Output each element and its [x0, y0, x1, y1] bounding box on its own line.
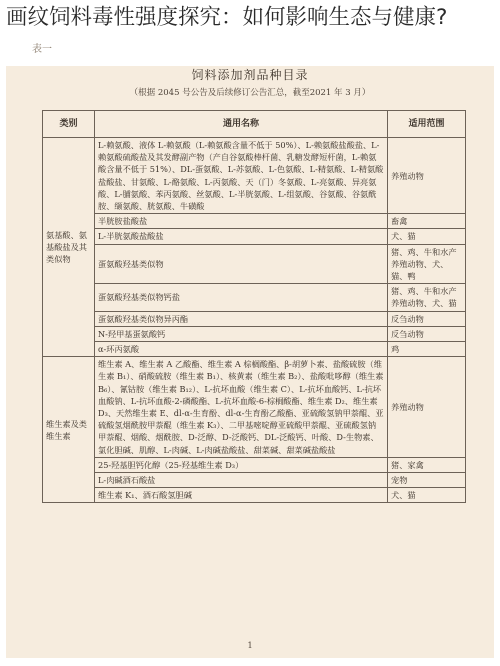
- scope-cell: 猪、家禽: [388, 457, 466, 472]
- name-cell: 半胱胺盐酸盐: [95, 214, 388, 229]
- additive-table: [42, 110, 466, 503]
- scope-cell: 反刍动物: [388, 326, 466, 341]
- name-cell: 蛋氨酸羟基类似物异丙酯: [95, 311, 388, 326]
- column-header-scope: 适用范围: [388, 111, 466, 138]
- table-row: [43, 357, 466, 458]
- table-row: [43, 284, 466, 311]
- scope-cell: 犬、猫: [388, 229, 466, 244]
- name-cell: 蛋氨酸羟基类似物: [95, 244, 388, 284]
- document-label: 表一: [32, 44, 52, 55]
- scope-cell: 养殖动物: [388, 138, 466, 214]
- table-row: [43, 488, 466, 503]
- document-image: [6, 66, 494, 658]
- scope-cell: 猪、鸡、牛和水产养殖动物、犬、猫: [388, 284, 466, 311]
- page-title: 画纹饲料毒性强度探究：如何影响生态与健康?: [6, 5, 448, 30]
- scope-cell: 宠物: [388, 473, 466, 488]
- name-cell: 25-羟基胆钙化醇（25-羟基维生素 D₃）: [95, 457, 388, 472]
- table-row: [43, 244, 466, 284]
- scope-cell: 养殖动物: [388, 357, 466, 458]
- scope-cell: 猪、鸡、牛和水产养殖动物、犬、猫、鸭: [388, 244, 466, 284]
- table-row: [43, 138, 466, 214]
- category-cell: 维生素及类维生素: [43, 357, 95, 503]
- name-cell: L-半胱氨酸盐酸盐: [95, 229, 388, 244]
- category-cell: 氨基酸、氨基酸盐及其类似物: [43, 138, 95, 357]
- name-cell: 蛋氨酸羟基类似物钙盐: [95, 284, 388, 311]
- column-header-category: 类别: [43, 111, 95, 138]
- table-row: [43, 214, 466, 229]
- name-cell: α-环丙氨酸: [95, 342, 388, 357]
- table-row: [43, 311, 466, 326]
- scope-cell: 鸡: [388, 342, 466, 357]
- table-header-row: [43, 111, 466, 138]
- document-subheading: （根据 2045 号公告及后续修订公告汇总，截至2021 年 3 月）: [129, 88, 371, 98]
- document-heading: 饲料添加剂品种目录: [191, 68, 309, 82]
- name-cell: L-肉碱酒石酸盐: [95, 473, 388, 488]
- page-number: 1: [247, 641, 253, 650]
- name-cell: 维生素 A、维生素 A 乙酸酯、维生素 A 棕榈酸酯、β-胡萝卜素、盐酸硫胺（维生素 B₁）、硝酸硫胺（维生素 B₁）、核黄素（维生素 B₂）、盐酸吡哆醇（维生素 B₆）、氰钴胺（维生素 B₁₂）、L-抗坏血酸（维生素 C）、L-抗坏血酸钙、L-抗坏血酸钠、L-抗坏血酸-2-磷酸酯、L-抗坏血酸-6-棕榈酸酯、维生素 D₂、维生素 D₃、天然维生素 E、dl-α-生育酚、dl-α-生育酚乙酸酯、亚硫酸氢钠甲萘醌、亚硫酸氢烟酰胺甲萘醌（维生素 K₃）、二甲基嘧啶醇亚硫酸甲萘醌、亚硫酸氢钠甲萘醌、烟酸、烟酰胺、D-泛醇、D-泛酸钙、DL-泛酸钙、叶酸、D-生物素、氯化胆碱、肌醇、L-肉碱、L-肉碱盐酸盐、甜菜碱、甜菜碱盐酸盐: [95, 357, 388, 458]
- table-row: [43, 229, 466, 244]
- name-cell: N-羟甲基蛋氨酸钙: [95, 326, 388, 341]
- scope-cell: 畜禽: [388, 214, 466, 229]
- table-row: [43, 342, 466, 357]
- scope-cell: 反刍动物: [388, 311, 466, 326]
- table-row: [43, 457, 466, 472]
- name-cell: L-赖氨酸、液体 L-赖氨酸（L-赖氨酸含量不低于 50%）、L-赖氨酸盐酸盐、L-赖氨酸硫酸盐及其发酵副产物（产自谷氨酸棒杆菌、乳糖发酵短杆菌，L-赖氨酸含量不低于 51%）、DL-蛋氨酸、L-苏氨酸、L-色氨酸、L-精氨酸、L-精氨酸盐酸盐、甘氨酸、L-酪氨酸、L-丙氨酸、天（门）冬氨酸、L-亮氨酸、异亮氨酸、L-脯氨酸、苯丙氨酸、丝氨酸、L-半胱氨酸、L-组氨酸、谷氨酸、谷氨酰胺、缬氨酸、胱氨酸、牛磺酸: [95, 138, 388, 214]
- scope-cell: 犬、猫: [388, 488, 466, 503]
- name-cell: 维生素 K₁、酒石酸氢胆碱: [95, 488, 388, 503]
- table-row: [43, 326, 466, 341]
- table-row: [43, 473, 466, 488]
- column-header-name: 通用名称: [95, 111, 388, 138]
